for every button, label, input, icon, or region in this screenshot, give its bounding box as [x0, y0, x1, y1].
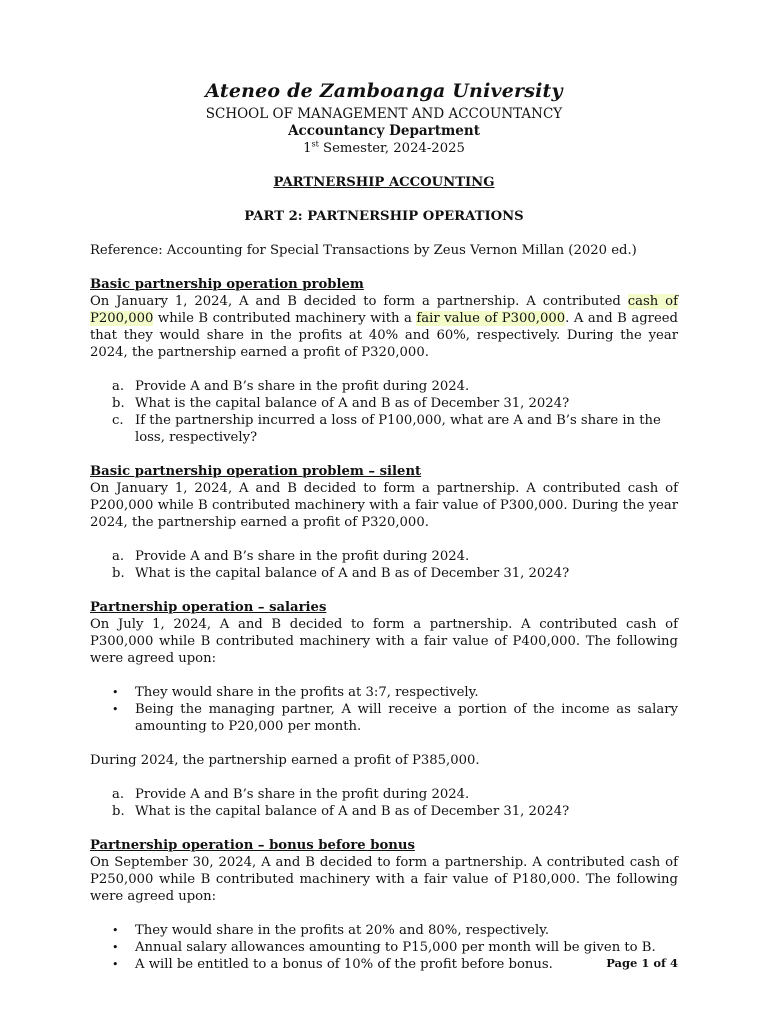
question-item	[112, 412, 678, 446]
list-marker: c.	[112, 413, 124, 428]
list-marker: b.	[112, 566, 125, 581]
question-text: What is the capital balance of A and B as of December 31, 2024?	[135, 804, 570, 819]
bullet-text: Annual salary allowances amounting to P15,000 per month will be given to B.	[135, 940, 656, 955]
list-marker: b.	[112, 804, 125, 819]
question-text: Provide A and B’s share in the profit during 2024.	[135, 379, 470, 394]
bullet-text: They would share in the profits at 3:7, respectively.	[135, 685, 479, 700]
section-heading-silent: Basic partnership operation problem – silent	[90, 464, 422, 479]
paragraph-text: while B contributed machinery with a	[153, 311, 417, 326]
question-text: Provide A and B’s share in the profit during 2024.	[135, 549, 470, 564]
bullet-text: Being the managing partner, A will receive a portion of the income as salary amounting to P20,000 per month.	[135, 702, 678, 734]
section-paragraph-silent: On January 1, 2024, A and B decided to form a partnership. A contributed cash of P200,000 while B contributed machinery with a fair value of P300,000. During the year 2024, the partnership earned a profit of P320,000.	[90, 481, 678, 530]
question-text: If the partnership incurred a loss of P100,000, what are A and B’s share in the loss, respectively?	[135, 413, 661, 445]
question-item	[112, 803, 678, 820]
semester-text: Semester, 2024-2025	[318, 141, 465, 156]
page-number: Page 1 of 4	[606, 956, 678, 970]
question-item	[112, 548, 678, 565]
bullet-item	[112, 701, 678, 735]
list-marker: a.	[112, 549, 125, 564]
question-list-basic	[90, 378, 678, 446]
semester-ordinal-suffix: st	[311, 139, 319, 149]
highlighted-cash: cash of P200,000	[90, 294, 678, 326]
department-name: Accountancy Department	[288, 123, 480, 139]
reference-line: Reference: Accounting for Special Transactions by Zeus Vernon Millan (2020 ed.)	[90, 243, 637, 258]
bullet-marker: •	[112, 703, 119, 716]
agreement-list-bonus	[90, 922, 678, 973]
question-item	[112, 786, 678, 803]
part-title: PART 2: PARTNERSHIP OPERATIONS	[244, 209, 524, 224]
agreement-list-salaries	[90, 684, 678, 735]
semester-line	[90, 140, 678, 157]
bullet-item	[112, 684, 678, 701]
question-list-silent	[90, 548, 678, 582]
university-name: Ateneo de Zamboanga University	[205, 80, 563, 102]
question-text: What is the capital balance of A and B as of December 31, 2024?	[135, 566, 570, 581]
semester-ordinal: 1	[303, 141, 312, 156]
section-paragraph-salaries: On July 1, 2024, A and B decided to form a partnership. A contributed cash of P300,000 while B contributed machinery with a fair value of P400,000. The following were agreed upon:	[90, 617, 678, 666]
document-content	[90, 80, 678, 973]
question-item	[112, 395, 678, 412]
section-paragraph-bonus: On September 30, 2024, A and B decided to form a partnership. A contributed cash of P250,000 while B contributed machinery with a fair value of P180,000. The following were agreed upon:	[90, 855, 678, 904]
bullet-marker: •	[112, 941, 119, 954]
bullet-marker: •	[112, 958, 119, 971]
question-item	[112, 378, 678, 395]
list-marker: a.	[112, 787, 125, 802]
highlighted-fair-value: fair value of P300,000	[416, 311, 566, 326]
question-text: Provide A and B’s share in the profit during 2024.	[135, 787, 470, 802]
paragraph-text: On January 1, 2024, A and B decided to form a partnership. A contributed	[90, 294, 628, 309]
profit-statement-salaries: During 2024, the partnership earned a profit of P385,000.	[90, 753, 480, 768]
school-name: SCHOOL OF MANAGEMENT AND ACCOUNTANCY	[205, 106, 563, 122]
list-marker: a.	[112, 379, 125, 394]
bullet-marker: •	[112, 924, 119, 937]
section-paragraph-basic	[90, 293, 678, 361]
list-marker: b.	[112, 396, 125, 411]
paragraph-text: . A and B agreed that they would share in the profits at 40% and 60%, respectively. During the year 2024, the partnership earned a profit of P320,000.	[90, 311, 678, 360]
document-title: PARTNERSHIP ACCOUNTING	[273, 175, 495, 190]
question-item	[112, 565, 678, 582]
bullet-marker: •	[112, 686, 119, 699]
section-heading-basic: Basic partnership operation problem	[90, 277, 364, 292]
bullet-item	[112, 956, 678, 973]
section-heading-salaries: Partnership operation – salaries	[90, 600, 327, 615]
bullet-text: They would share in the profits at 20% and 80%, respectively.	[135, 923, 550, 938]
bullet-item	[112, 922, 678, 939]
bullet-text: A will be entitled to a bonus of 10% of the profit before bonus.	[135, 957, 553, 972]
question-list-salaries	[90, 786, 678, 820]
question-text: What is the capital balance of A and B as of December 31, 2024?	[135, 396, 570, 411]
bullet-item	[112, 939, 678, 956]
section-heading-bonus: Partnership operation – bonus before bonus	[90, 838, 415, 853]
